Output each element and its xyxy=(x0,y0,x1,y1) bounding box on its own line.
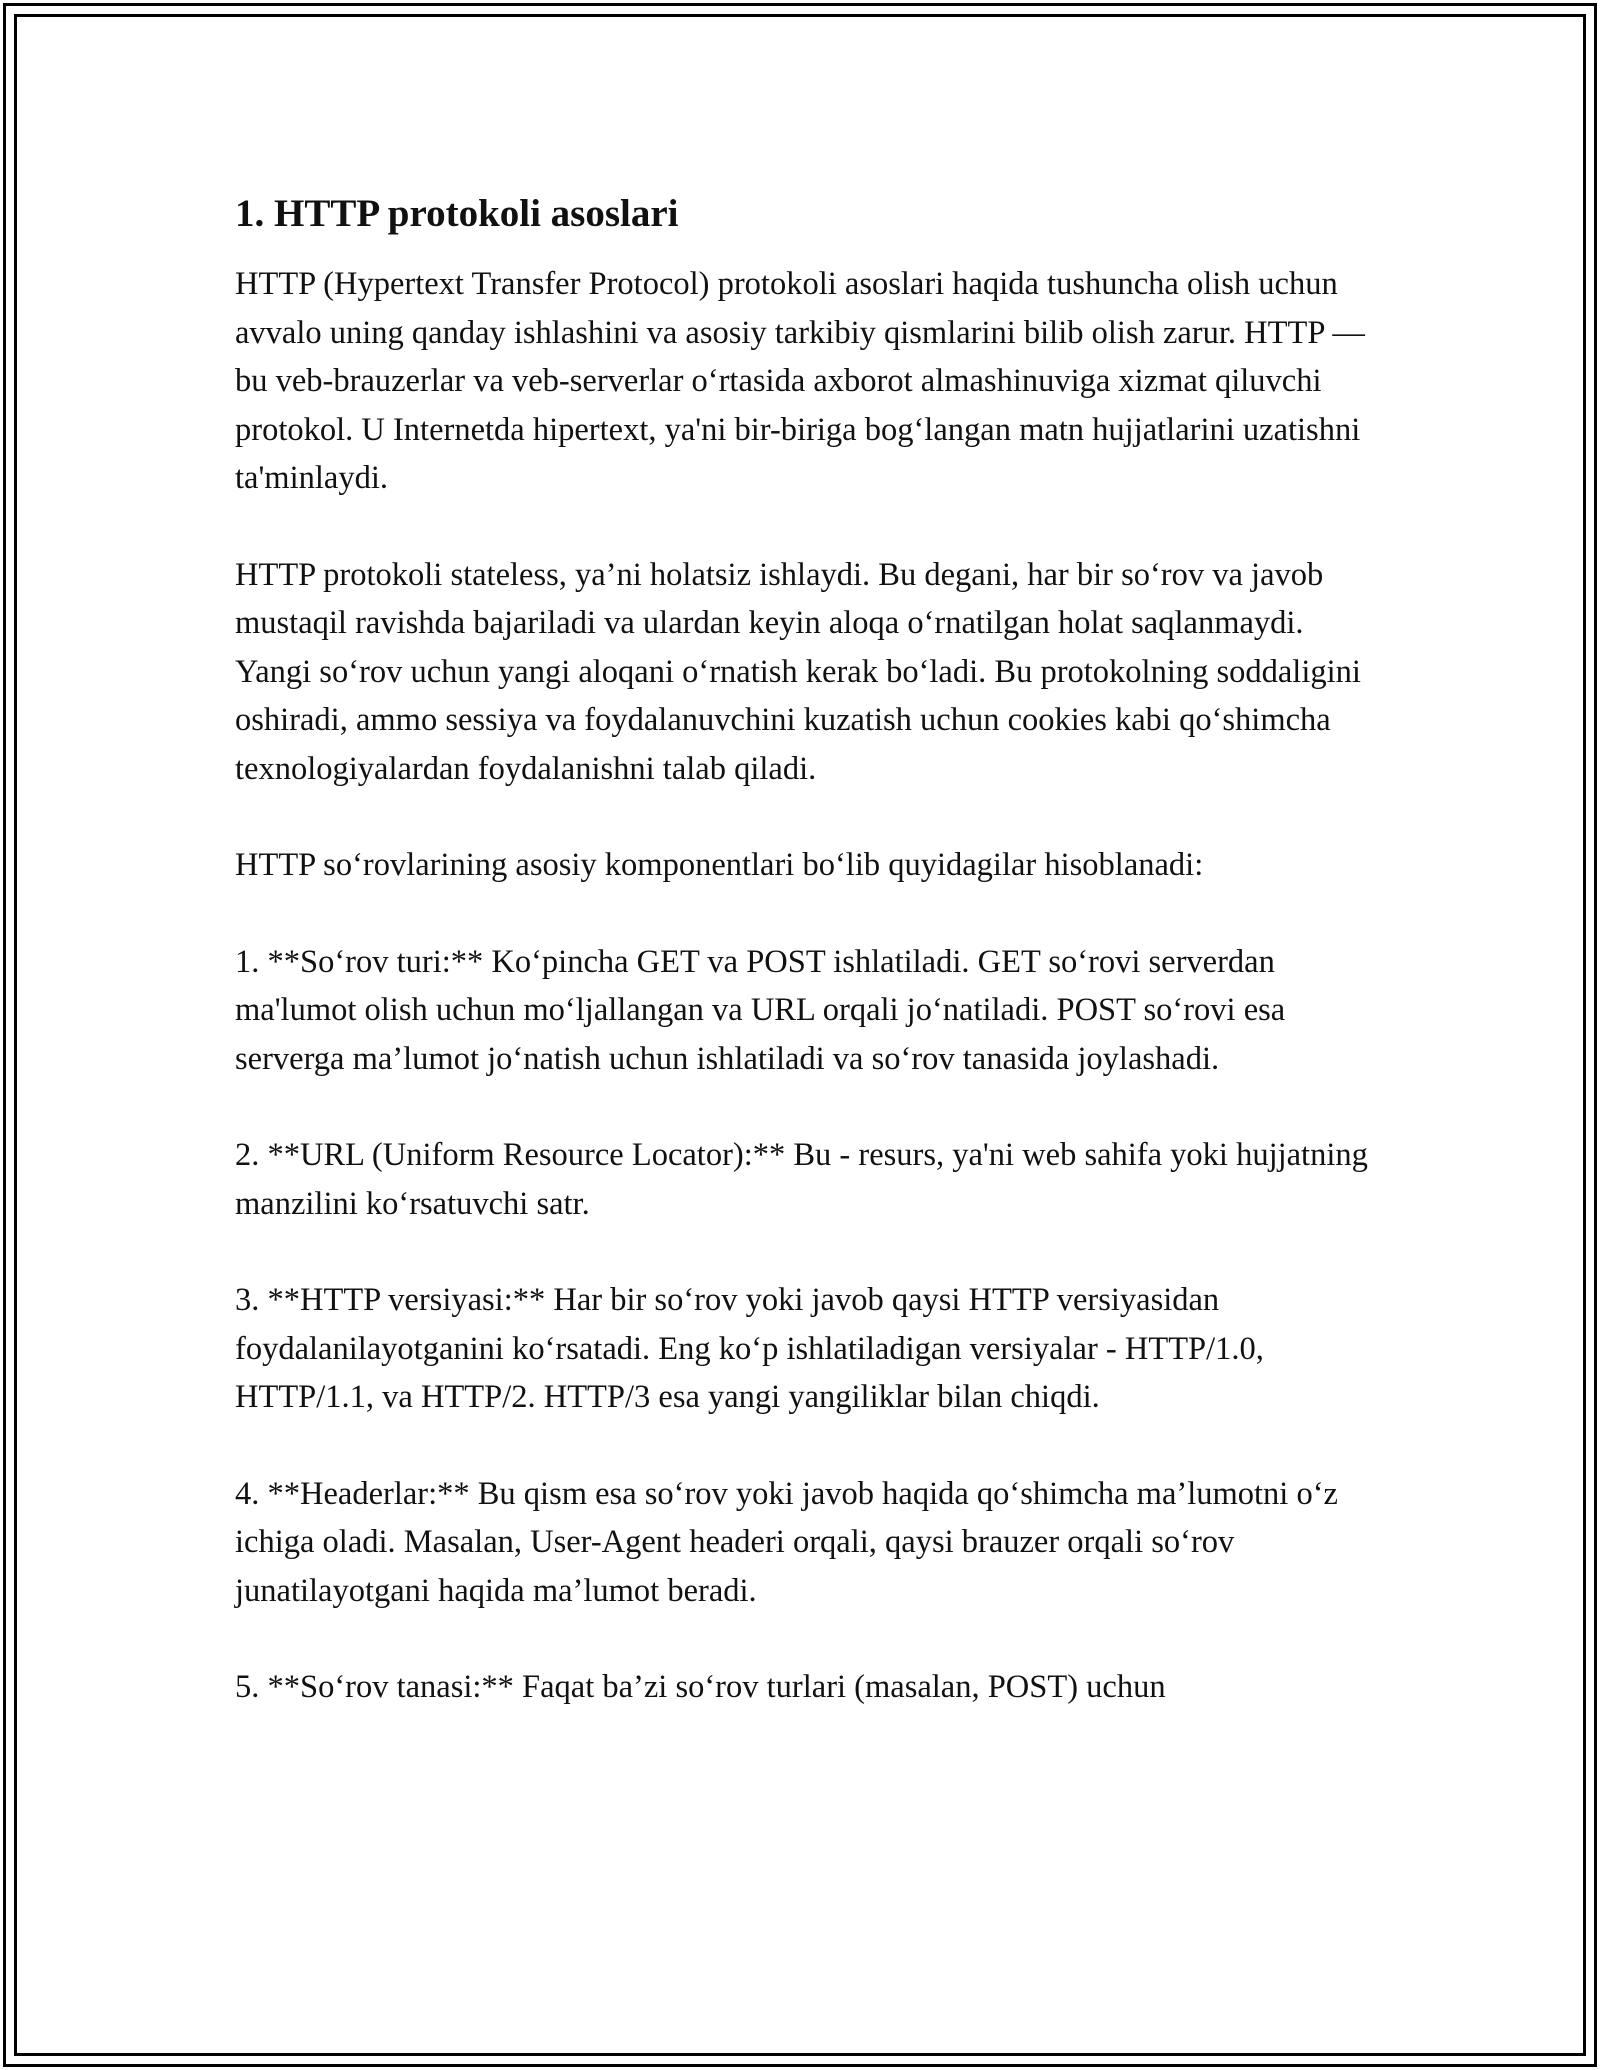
paragraph-components-intro: HTTP so‘rovlarining asosiy komponentlari bo‘lib quyidagilar hisoblanadi: xyxy=(235,847,1204,883)
list-item-headers: 4. **Headerlar:** Bu qism esa so‘rov yoki javob haqida qo‘shimcha ma’lumotni o‘z ichiga oladi. Masalan, User-Agent headeri orqali, qaysi brauzer orqali so‘rov junatilayotgani haqida ma’lumot beradi. xyxy=(235,1475,1338,1609)
document-page xyxy=(235,186,1385,1760)
list-item-url: 2. **URL (Uniform Resource Locator):** Bu - resurs, ya'ni web sahifa yoki hujjatning manzilini ko‘rsatuvchi satr. xyxy=(235,1137,1368,1222)
paragraph-stateless: HTTP protokoli stateless, ya’ni holatsiz ishlaydi. Bu degani, har bir so‘rov va javob mustaqil ravishda bajariladi va ulardan keyin aloqa o‘rnatilgan holat saqlanmaydi. Yangi so‘rov uchun yangi aloqani o‘rnatish kerak bo‘ladi. Bu protokolning soddaligini oshiradi, ammo sessiya va foydalanuvchini kuzatish uchun cookies kabi qo‘shimcha texnologiyalardan foydalanishni talab qiladi. xyxy=(235,556,1361,787)
list-item-request-type: 1. **So‘rov turi:** Ko‘pincha GET va POST ishlatiladi. GET so‘rovi serverdan ma'lumot olish uchun mo‘ljallangan va URL orqali jo‘natiladi. POST so‘rovi esa serverga ma’lumot jo‘natish uchun ishlatiladi va so‘rov tanasida joylashadi. xyxy=(235,943,1286,1077)
list-item-http-version: 3. **HTTP versiyasi:** Har bir so‘rov yoki javob qaysi HTTP versiyasidan foydalanilayotganini ko‘rsatadi. Eng ko‘p ishlatiladigan versiyalar - HTTP/1.0, HTTP/1.1, va HTTP/2. HTTP/3 esa yangi yangiliklar bilan chiqdi. xyxy=(235,1282,1264,1415)
paragraph-intro: HTTP (Hypertext Transfer Protocol) protokoli asoslari haqida tushuncha olish uchun avvalo uning qanday ishlashini va asosiy tarkibiy qismlarini bilib olish zarur. HTTP — bu veb-brauzerlar va veb-serverlar o‘rtasida axborot almashinuviga xizmat qiluvchi protokol. U Internetda hipertext, ya'ni bir-biriga bog‘langan matn hujjatlarini uzatishni ta'minlaydi. xyxy=(235,266,1365,496)
document-title: 1. HTTP protokoli asoslari xyxy=(235,192,679,235)
list-item-request-body: 5. **So‘rov tanasi:** Faqat ba’zi so‘rov turlari (masalan, POST) uchun xyxy=(235,1669,1166,1705)
